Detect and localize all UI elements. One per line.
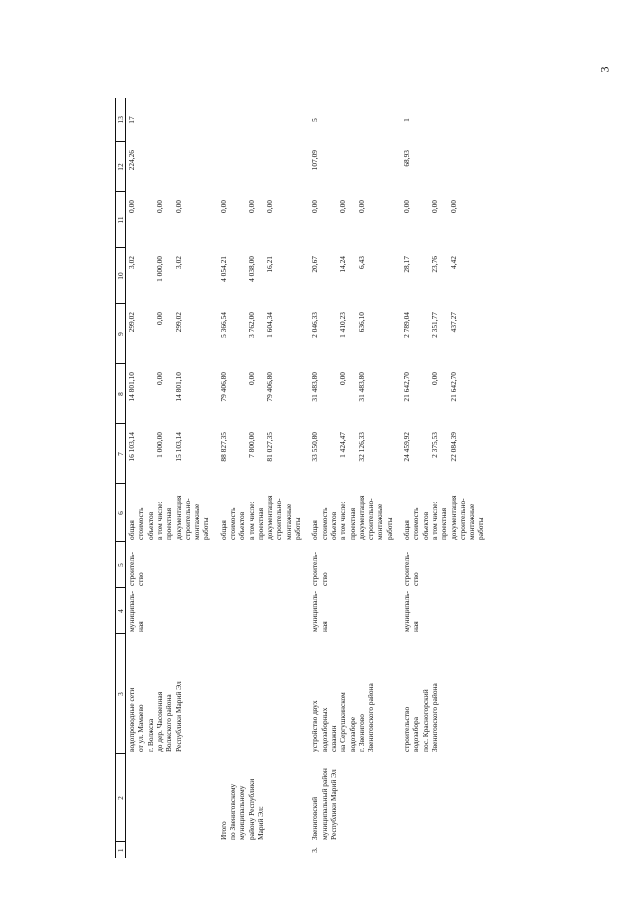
total-cost-line (136, 432, 145, 482)
object-name-line: Волжского района (164, 694, 174, 752)
object-name-line: водопроводные сети (127, 687, 137, 752)
ownership-line: ная (319, 621, 329, 632)
work-type-cell (126, 542, 212, 588)
cost-col-9-line: 0,00 (154, 312, 164, 325)
cost-breakdown-cell (401, 484, 487, 542)
cost-col-9-line (228, 312, 237, 362)
cost-col-10-line: 14,24 (338, 256, 348, 273)
cost-col-9-line (421, 312, 430, 362)
municipality-line: Марий Эл: (255, 806, 265, 840)
cost-col-8-line: 0,00 (154, 372, 164, 385)
object-name-cell (401, 634, 487, 754)
total-cost-line: 16 103,14 (127, 432, 137, 462)
cost-col-11-line: 0,00 (173, 200, 183, 213)
cost-col-8-cell (401, 364, 487, 424)
municipality-line: Звениговский (310, 796, 320, 840)
cost-col-10-line: 3,02 (127, 256, 137, 269)
cost-col-10-line: 20,67 (310, 256, 320, 273)
cost-breakdown-line: работы (293, 517, 303, 540)
municipality-line: Итого (218, 821, 228, 840)
cost-col-10-line (329, 256, 338, 302)
cost-col-9-line (411, 312, 420, 362)
cost-col-10-line: 16,21 (265, 256, 275, 273)
cost-col-9-line (146, 312, 155, 362)
cost-col-11-line: 0,00 (127, 200, 137, 213)
object-name-line: от ул. Мамаево (136, 704, 146, 752)
cost-col-9-line: 2 351,77 (429, 312, 439, 338)
col-header-13: 13 (116, 98, 126, 142)
cost-col-10-line (320, 256, 329, 302)
col-header-12: 12 (116, 142, 126, 192)
count-cell (218, 98, 304, 142)
object-name-cell (218, 634, 304, 754)
cost-col-8-line: 0,00 (338, 372, 348, 385)
cost-breakdown-line: документация (448, 495, 458, 540)
ownership-line: ная (136, 621, 146, 632)
table-row (309, 98, 395, 858)
cost-col-11-line (228, 200, 237, 246)
cost-col-8-line (421, 372, 430, 422)
cost-col-8-line (320, 372, 329, 422)
cost-breakdown-line: проектная (164, 507, 174, 540)
cost-col-8-line (136, 372, 145, 422)
cost-breakdown-line: в том числе: (246, 501, 256, 540)
cost-col-11-cell (218, 192, 304, 248)
cost-breakdown-line: работы (201, 517, 211, 540)
cost-col-11-line: 0,00 (429, 200, 439, 213)
total-cost-line (320, 432, 329, 482)
cost-col-10-line: 1 000,00 (154, 256, 164, 282)
cost-col-11-line (256, 200, 265, 246)
cost-breakdown-line: объектов (420, 511, 430, 540)
cost-col-8-line (348, 372, 357, 422)
total-cost-line: 22 084,39 (448, 432, 458, 462)
cost-col-9-line: 2 789,04 (402, 312, 412, 338)
cost-col-8-cell (309, 364, 395, 424)
column-number-row (116, 98, 126, 858)
object-name-line: строительство (402, 706, 412, 752)
count-cell: 5 (310, 118, 320, 122)
ownership-line: ная (411, 621, 421, 632)
cost-col-9-cell (401, 304, 487, 364)
object-name-line: водозабора (411, 716, 421, 752)
table-row (218, 98, 304, 858)
municipality-cell (401, 754, 487, 842)
cost-col-11-cell (126, 192, 212, 248)
cost-col-10-line (237, 256, 246, 302)
cost-breakdown-line: общая (218, 520, 228, 540)
cost-col-9-line: 299,02 (173, 312, 183, 333)
cost-col-9-line (164, 312, 173, 362)
object-name-line: скважин (328, 725, 338, 752)
cost-col-10-cell (126, 248, 212, 304)
cost-col-10-cell (218, 248, 304, 304)
cost-col-9-line (256, 312, 265, 362)
cost-col-8-line: 14 801,10 (127, 372, 137, 402)
work-type-cell (401, 542, 487, 588)
cost-breakdown-line: монтажные (375, 503, 385, 540)
total-cost-line (256, 432, 265, 482)
cost-col-9-line: 1 410,23 (338, 312, 348, 338)
cost-col-9-line: 3 762,00 (246, 312, 256, 338)
total-cost-line: 15 103,14 (173, 432, 183, 462)
cost-breakdown-line: строительно- (182, 498, 192, 540)
row-spacer (487, 98, 493, 858)
object-name-line: Звениговского района (366, 683, 376, 752)
object-name-line: на Сергушкинском (338, 692, 348, 752)
cost-col-10-cell (401, 248, 487, 304)
object-name-line: Республики Марий Эл (173, 681, 183, 752)
cost-breakdown-line: общая (310, 520, 320, 540)
work-type-line: строитель- (402, 552, 412, 586)
municipality-line: Республики Марий Эл (328, 769, 338, 840)
cost-breakdown-line: документация (265, 495, 275, 540)
work-type-line: ство (319, 572, 329, 586)
cost-col-8-line (228, 372, 237, 422)
cost-col-8-line (411, 372, 420, 422)
cost-col-11-line (136, 200, 145, 246)
cost-breakdown-line: проектная (347, 507, 357, 540)
cost-col-9-line: 1 604,34 (265, 312, 275, 338)
municipality-line: по Звениговскому (228, 783, 237, 840)
cost-col-8-line (146, 372, 155, 422)
total-cost-line: 1 000,00 (154, 432, 164, 458)
object-name-line: устройство двух (310, 700, 320, 752)
ownership-line: муниципаль- (127, 590, 137, 632)
cost-breakdown-line: проектная (255, 507, 265, 540)
col-header-7: 7 (116, 424, 126, 484)
capacity-cell: 68,93 (402, 150, 412, 167)
cost-breakdown-line: стоимость (411, 507, 421, 540)
cost-breakdown-line: работы (384, 517, 394, 540)
cost-breakdown-line: в том числе: (429, 501, 439, 540)
cost-col-9-line (329, 312, 338, 362)
cost-breakdown-line: монтажные (283, 503, 293, 540)
cost-col-11-line: 0,00 (310, 200, 320, 213)
cost-col-10-line (411, 256, 420, 302)
cost-breakdown-line: монтажные (192, 503, 202, 540)
cost-breakdown-line: работы (476, 517, 486, 540)
object-name-line: г. Волжска (145, 718, 155, 752)
cost-breakdown-line: стоимость (319, 507, 329, 540)
cost-col-10-line (439, 256, 448, 302)
cost-col-11-line (411, 200, 420, 246)
cost-breakdown-line: стоимость (136, 507, 146, 540)
cost-breakdown-line: объектов (145, 511, 155, 540)
cost-breakdown-line: общая (127, 520, 137, 540)
cost-col-11-line (320, 200, 329, 246)
object-name-line: водозаборных (319, 707, 329, 752)
cost-col-10-line: 23,76 (429, 256, 439, 273)
col-header-4: 4 (116, 588, 126, 634)
ownership-cell (218, 588, 304, 634)
total-cost-line (164, 432, 173, 482)
cost-col-10-line: 4 038,00 (246, 256, 256, 282)
total-cost-line (421, 432, 430, 482)
ownership-line: муниципаль- (310, 590, 320, 632)
total-cost-line: 1 424,47 (338, 432, 348, 458)
rotated-table-container (115, 98, 631, 858)
cost-col-9-cell (309, 304, 395, 364)
cost-col-9-line (348, 312, 357, 362)
cost-breakdown-line: объектов (328, 511, 338, 540)
cost-breakdown-line: документация (356, 495, 366, 540)
cost-col-9-line: 2 046,33 (310, 312, 320, 338)
col-header-1: 1 (116, 842, 126, 858)
cost-col-8-cell (218, 364, 304, 424)
cost-col-11-line (164, 200, 173, 246)
cost-col-10-line: 4 054,21 (218, 256, 228, 282)
cost-col-11-cell (401, 192, 487, 248)
cost-col-10-line (256, 256, 265, 302)
object-name-cell (126, 634, 212, 754)
cost-col-11-line: 0,00 (338, 200, 348, 213)
row-number (218, 842, 304, 858)
municipality-cell (126, 754, 212, 842)
total-cost-line (228, 432, 237, 482)
row-number (401, 842, 487, 858)
cost-col-9-line (439, 312, 448, 362)
col-header-8: 8 (116, 364, 126, 424)
cost-col-8-line: 31 483,80 (310, 372, 320, 402)
cost-col-8-line: 79 406,80 (265, 372, 275, 402)
total-cost-line: 24 459,92 (402, 432, 412, 462)
cost-col-10-line: 28,17 (402, 256, 412, 273)
count-cell: 17 (127, 116, 137, 124)
cost-col-10-line: 3,02 (173, 256, 183, 269)
col-header-2: 2 (116, 754, 126, 842)
object-name-line: пос. Красногорский (420, 689, 430, 752)
total-cost-line: 88 827,35 (218, 432, 228, 462)
ownership-cell (309, 588, 395, 634)
object-name-line: г. Звенигово (356, 714, 366, 752)
cost-col-11-line: 0,00 (246, 200, 256, 213)
work-type-line: строитель- (310, 552, 320, 586)
table-row (401, 98, 487, 858)
work-type-line: ство (411, 572, 421, 586)
cost-col-10-line (146, 256, 155, 302)
cost-col-11-line (146, 200, 155, 246)
total-cost-line (146, 432, 155, 482)
total-cost-cell (218, 424, 304, 484)
capacity-cell: 107,09 (310, 150, 320, 171)
cost-col-11-line: 0,00 (402, 200, 412, 213)
cost-col-11-line: 0,00 (448, 200, 458, 213)
municipality-line: муниципальному (237, 785, 247, 840)
total-cost-line (439, 432, 448, 482)
cost-col-8-line (439, 372, 448, 422)
cost-col-10-cell (309, 248, 395, 304)
cost-col-8-line: 31 483,80 (356, 372, 366, 402)
cost-col-8-line: 0,00 (246, 372, 256, 385)
cost-col-11-line: 0,00 (218, 200, 228, 213)
cost-col-11-line: 0,00 (265, 200, 275, 213)
cost-breakdown-line: монтажные (467, 503, 477, 540)
spacer-cell (487, 98, 493, 858)
cost-col-10-line: 6,43 (356, 256, 366, 269)
cost-breakdown-cell (126, 484, 212, 542)
col-header-10: 10 (116, 248, 126, 304)
total-cost-line (348, 432, 357, 482)
cost-col-8-line (329, 372, 338, 422)
ownership-line: муниципаль- (402, 590, 412, 632)
total-cost-line: 33 550,80 (310, 432, 320, 462)
cost-col-8-cell (126, 364, 212, 424)
cost-col-8-line: 14 801,10 (173, 372, 183, 402)
cost-breakdown-line: строительно- (366, 498, 376, 540)
municipality-cell (309, 754, 395, 842)
total-cost-line: 2 375,53 (429, 432, 439, 458)
capacity-cell (218, 142, 304, 192)
col-header-9: 9 (116, 304, 126, 364)
cost-col-11-line: 0,00 (356, 200, 366, 213)
cost-col-8-line: 21 642,70 (402, 372, 412, 402)
cost-col-9-line: 437,27 (448, 312, 458, 333)
cost-breakdown-line: документация (173, 495, 183, 540)
cost-col-9-line: 5 366,54 (218, 312, 228, 338)
total-cost-line: 32 126,33 (356, 432, 366, 462)
object-name-line: Звениговского района (429, 683, 439, 752)
municipality-line: району Республики (246, 778, 256, 840)
cost-breakdown-line: объектов (237, 511, 247, 540)
col-header-5: 5 (116, 542, 126, 588)
count-cell: 1 (402, 118, 412, 122)
cost-col-11-line: 0,00 (154, 200, 164, 213)
cost-breakdown-line: строительно- (274, 498, 284, 540)
ownership-cell (401, 588, 487, 634)
table-body (126, 98, 493, 858)
cost-col-9-line (320, 312, 329, 362)
cost-col-11-cell (309, 192, 395, 248)
cost-col-8-line (256, 372, 265, 422)
cost-col-9-line: 299,02 (127, 312, 137, 333)
cost-col-9-line: 636,10 (356, 312, 366, 333)
cost-breakdown-line: проектная (439, 507, 449, 540)
work-type-line: строитель- (127, 552, 137, 586)
cost-col-10-line (136, 256, 145, 302)
cost-col-11-line (329, 200, 338, 246)
col-header-6: 6 (116, 484, 126, 542)
cost-col-9-cell (218, 304, 304, 364)
capacity-cell: 224,26 (127, 150, 137, 171)
cost-col-11-line (237, 200, 246, 246)
work-type-cell (218, 542, 304, 588)
object-name-line: до дер. Часовенная (154, 691, 164, 752)
total-cost-line (329, 432, 338, 482)
cost-col-10-line (421, 256, 430, 302)
total-cost-cell (401, 424, 487, 484)
total-cost-line: 7 800,00 (246, 432, 256, 458)
municipality-line: муниципальный район (319, 768, 329, 840)
cost-col-11-line (348, 200, 357, 246)
page-number: 3 (597, 66, 612, 73)
cost-col-9-line (237, 312, 246, 362)
cost-col-11-line (439, 200, 448, 246)
total-cost-cell (309, 424, 395, 484)
cost-col-10-line: 4,42 (448, 256, 458, 269)
cost-col-9-line (136, 312, 145, 362)
cost-col-10-line (164, 256, 173, 302)
cost-col-10-line (348, 256, 357, 302)
total-cost-line (237, 432, 246, 482)
work-type-line: ство (136, 572, 146, 586)
row-number: 3. (310, 847, 320, 853)
total-cost-line: 81 027,35 (265, 432, 275, 462)
table-row (126, 98, 212, 858)
object-name-line: водозаборе (347, 716, 357, 752)
cost-breakdown-line: общая (402, 520, 412, 540)
cost-col-9-cell (126, 304, 212, 364)
cost-col-11-line (421, 200, 430, 246)
investment-table (115, 98, 493, 858)
cost-breakdown-cell (218, 484, 304, 542)
cost-breakdown-line: в том числе: (154, 501, 164, 540)
total-cost-cell (126, 424, 212, 484)
cost-breakdown-line: в том числе: (338, 501, 348, 540)
cost-col-10-line (228, 256, 237, 302)
object-name-cell (309, 634, 395, 754)
row-number (126, 842, 212, 858)
col-header-3: 3 (116, 634, 126, 754)
cost-col-8-line: 79 406,80 (218, 372, 228, 402)
cost-col-8-line: 0,00 (429, 372, 439, 385)
cost-col-8-line (164, 372, 173, 422)
ownership-cell (126, 588, 212, 634)
municipality-cell (218, 754, 304, 842)
total-cost-line (411, 432, 420, 482)
cost-breakdown-line: стоимость (228, 507, 237, 540)
cost-breakdown-line: строительно- (457, 498, 467, 540)
cost-col-8-line (237, 372, 246, 422)
col-header-11: 11 (116, 192, 126, 248)
cost-breakdown-cell (309, 484, 395, 542)
work-type-cell (309, 542, 395, 588)
cost-col-8-line: 21 642,70 (448, 372, 458, 402)
